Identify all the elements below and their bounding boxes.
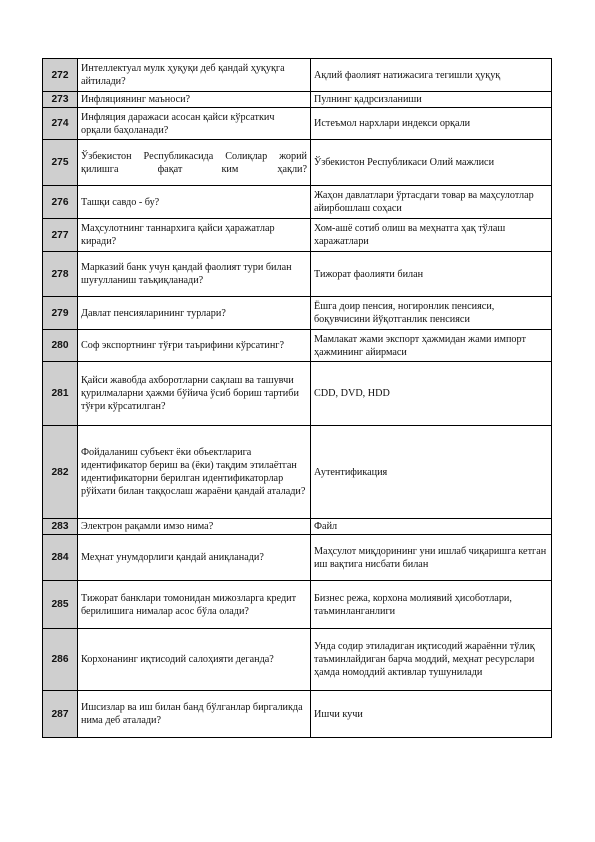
table-row (43, 108, 552, 140)
answer-cell: Ёшга доир пенсия, ногиронлик пенсияси, боқувчисини йўқотганлик пенсияси (311, 297, 552, 330)
question-cell: Тижорат банклари томонидан мижозларга кредит берилишига нималар асос бўла олади? (78, 581, 311, 629)
question-cell: Интеллектуал мулк ҳуқуқи деб қандай ҳуқуқга айтилади? (78, 59, 311, 92)
answer-cell: Аутентификация (311, 426, 552, 519)
answer-cell: Ўзбекистон Республикаси Олий мажлиси (311, 140, 552, 186)
question-cell: Меҳнат унумдорлиги қандай аниқланади? (78, 535, 311, 581)
question-cell: Ташқи савдо - бу? (78, 186, 311, 219)
question-cell: Инфляция даражаси асосан қайси кўрсаткич орқали баҳоланади? (78, 108, 311, 140)
row-number: 283 (43, 519, 78, 535)
question-cell: Соф экспортнинг тўғри таърифини кўрсатинг? (78, 330, 311, 362)
question-cell: Марказий банк учун қандай фаолият тури билан шуғулланиш таъқиқланади? (78, 252, 311, 297)
row-number: 287 (43, 691, 78, 738)
row-number: 281 (43, 362, 78, 426)
answer-cell: Ақлий фаолият натижасига тегишли ҳуқуқ (311, 59, 552, 92)
qa-table (42, 58, 552, 738)
row-number: 285 (43, 581, 78, 629)
row-number: 284 (43, 535, 78, 581)
answer-cell: CDD, DVD, HDD (311, 362, 552, 426)
question-cell: Ўзбекистон Республикасида Солиқлар жорий қилишга фақат ким ҳақли? (78, 140, 311, 186)
table-row (43, 535, 552, 581)
table-row (43, 59, 552, 92)
answer-cell: Жаҳон давлатлари ўртасдаги товар ва маҳсулотлар айирбошлаш соҳаси (311, 186, 552, 219)
answer-cell: Бизнес режа, корхона молиявий ҳисоботлари, таъминланганлиги (311, 581, 552, 629)
row-number: 274 (43, 108, 78, 140)
question-cell: Қайси жавобда ахборотларни сақлаш ва ташувчи қурилмаларни ҳажми бўйича ўсиб бориш тартиби тўғри кўрсатилган? (78, 362, 311, 426)
row-number: 278 (43, 252, 78, 297)
table-row (43, 252, 552, 297)
table-row (43, 297, 552, 330)
row-number: 272 (43, 59, 78, 92)
table-row (43, 581, 552, 629)
answer-cell: Пулнинг қадрсизланиши (311, 92, 552, 108)
answer-cell: Истеъмол нархлари индекси орқали (311, 108, 552, 140)
row-number: 280 (43, 330, 78, 362)
row-number: 273 (43, 92, 78, 108)
answer-cell: Тижорат фаолияти билан (311, 252, 552, 297)
answer-cell: Мамлакат жами экспорт ҳажмидан жами импорт ҳажмининг айирмаси (311, 330, 552, 362)
table-row (43, 519, 552, 535)
table-row (43, 140, 552, 186)
table-row (43, 219, 552, 252)
question-cell: Ишсизлар ва иш билан банд бўлганлар биргаликда нима деб аталади? (78, 691, 311, 738)
table-row (43, 330, 552, 362)
row-number: 279 (43, 297, 78, 330)
row-number: 275 (43, 140, 78, 186)
row-number: 276 (43, 186, 78, 219)
question-cell: Давлат пенсияларининг турлари? (78, 297, 311, 330)
question-cell: Маҳсулотнинг таннархига қайси ҳаражатлар киради? (78, 219, 311, 252)
table-row (43, 186, 552, 219)
row-number: 282 (43, 426, 78, 519)
row-number: 277 (43, 219, 78, 252)
question-cell: Электрон рақамли имзо нима? (78, 519, 311, 535)
row-number: 286 (43, 629, 78, 691)
answer-cell: Маҳсулот миқдорининг уни ишлаб чиқаришга кетган иш вақтига нисбати билан (311, 535, 552, 581)
table-row (43, 691, 552, 738)
answer-cell: Хом-ашё сотиб олиш ва меҳнатга ҳақ тўлаш харажатлари (311, 219, 552, 252)
table-row (43, 362, 552, 426)
question-cell: Корхонанинг иқтисодий салоҳияти деганда? (78, 629, 311, 691)
table-row (43, 629, 552, 691)
question-cell: Фойдаланиш субъект ёки объектларига идентификатор бериш ва (ёки) тақдим этилаётган идентификаторни берилган идентификаторлар рўйхати билан таққослаш жараёни қандай аталади? (78, 426, 311, 519)
question-cell: Инфляциянинг маъноси? (78, 92, 311, 108)
table-row (43, 92, 552, 108)
answer-cell: Ишчи кучи (311, 691, 552, 738)
table-row (43, 426, 552, 519)
answer-cell: Унда содир этиладиган иқтисодий жараённи тўлиқ таъминлайдиган барча моддий, меҳнат ресурслари ҳамда номоддий активлар тушунилади (311, 629, 552, 691)
answer-cell: Файл (311, 519, 552, 535)
